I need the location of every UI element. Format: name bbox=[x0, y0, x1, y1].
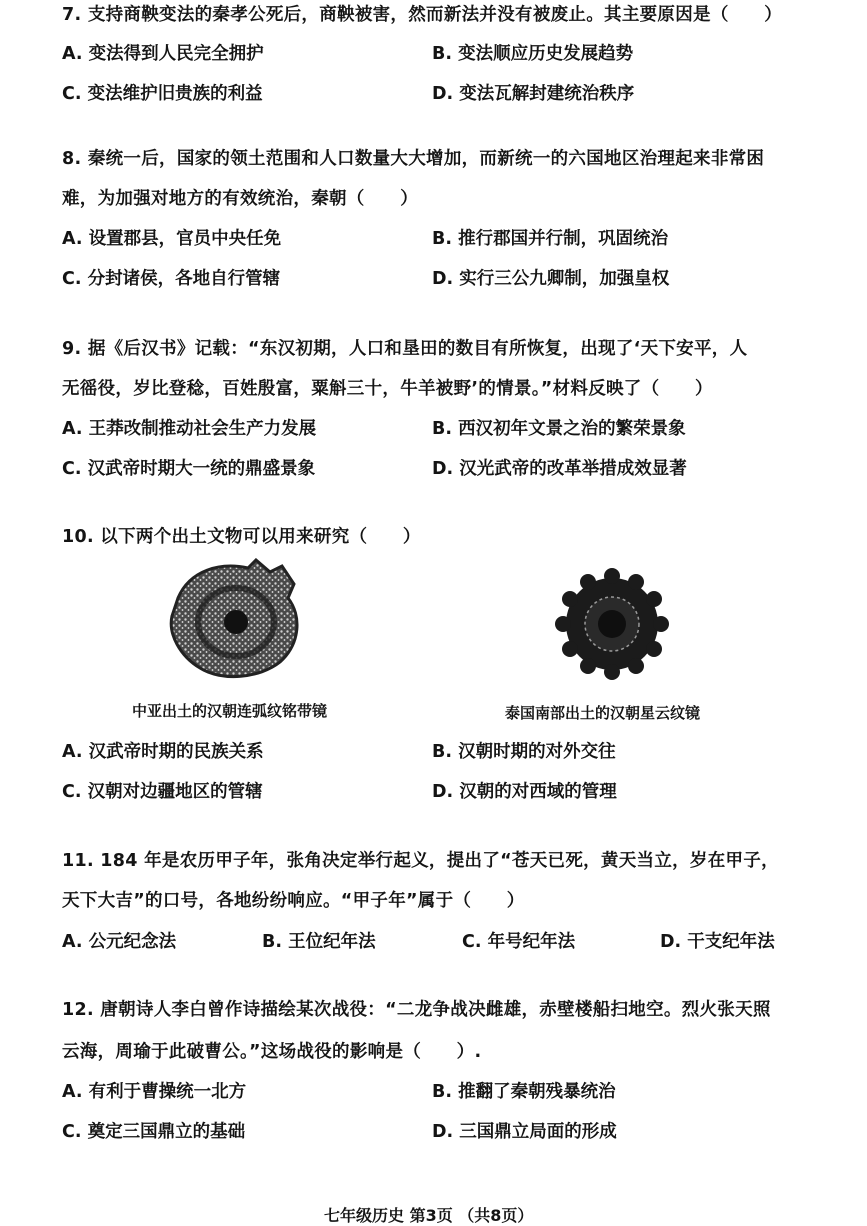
xingyun-mirror-image bbox=[555, 568, 670, 680]
q9-option-a[interactable]: A. 王莽改制推动社会生产力发展 bbox=[62, 419, 317, 439]
q11-stem-line2: 天下大吉”的口号，各地纷纷响应。“甲子年”属于（ ） bbox=[62, 891, 525, 911]
q12-stem-line2: 云海，周瑜于此破曹公。”这场战役的影响是（ ）. bbox=[62, 1042, 482, 1062]
q11-option-c[interactable]: C. 年号纪年法 bbox=[462, 932, 576, 952]
page-footer: 七年级历史 第3页 （共8页） bbox=[324, 1206, 534, 1225]
q8-option-b[interactable]: B. 推行郡国并行制，巩固统治 bbox=[432, 229, 669, 249]
q11-option-a[interactable]: A. 公元纪念法 bbox=[62, 932, 177, 952]
q10-option-c[interactable]: C. 汉朝对边疆地区的管辖 bbox=[62, 782, 263, 802]
q9-stem-line2: 无徭役，岁比登稔，百姓殷富，粟斛三十，牛羊被野’的情景。”材料反映了（ ） bbox=[62, 379, 713, 399]
q9-stem-line1: 9. 据《后汉书》记载：“东汉初期，人口和垦田的数目有所恢复，出现了‘天下安平，人 bbox=[62, 339, 748, 359]
q7-option-d[interactable]: D. 变法瓦解封建统治秩序 bbox=[432, 84, 635, 104]
q8-option-d[interactable]: D. 实行三公九卿制，加强皇权 bbox=[432, 269, 670, 289]
q12-option-a[interactable]: A. 有利于曹操统一北方 bbox=[62, 1082, 247, 1102]
q11-option-d[interactable]: D. 干支纪年法 bbox=[660, 932, 775, 952]
q10-option-d[interactable]: D. 汉朝的对西域的管理 bbox=[432, 782, 617, 802]
q11-option-b[interactable]: B. 王位纪年法 bbox=[262, 932, 376, 952]
q12-stem-line1: 12. 唐朝诗人李白曾作诗描绘某次战役：“二龙争战决雌雄，赤壁楼船扫地空。烈火张天照 bbox=[62, 1000, 771, 1020]
q10-option-b[interactable]: B. 汉朝时期的对外交往 bbox=[432, 742, 616, 762]
q10-option-a[interactable]: A. 汉武帝时期的民族关系 bbox=[62, 742, 264, 762]
q7-stem-line1: 7. 支持商鞅变法的秦孝公死后，商鞅被害，然而新法并没有被废止。其主要原因是（ ） bbox=[62, 5, 783, 25]
q7-option-b[interactable]: B. 变法顺应历史发展趋势 bbox=[432, 44, 634, 64]
q7-option-a[interactable]: A. 变法得到人民完全拥护 bbox=[62, 44, 264, 64]
q12-option-d[interactable]: D. 三国鼎立局面的形成 bbox=[432, 1122, 617, 1142]
q9-option-d[interactable]: D. 汉光武帝的改革举措成效显著 bbox=[432, 459, 687, 479]
q10-stem-line1: 10. 以下两个出土文物可以用来研究（ ） bbox=[62, 527, 421, 547]
q9-option-b[interactable]: B. 西汉初年文景之治的繁荣景象 bbox=[432, 419, 686, 439]
q10-caption-left: 中亚出土的汉朝连弧纹铭带镜 bbox=[132, 702, 328, 720]
q12-option-b[interactable]: B. 推翻了秦朝残暴统治 bbox=[432, 1082, 616, 1102]
q7-option-c[interactable]: C. 变法维护旧贵族的利益 bbox=[62, 84, 263, 104]
q9-option-c[interactable]: C. 汉武帝时期大一统的鼎盛景象 bbox=[62, 459, 316, 479]
q12-option-c[interactable]: C. 奠定三国鼎立的基础 bbox=[62, 1122, 246, 1142]
q8-option-c[interactable]: C. 分封诸侯，各地自行管辖 bbox=[62, 269, 281, 289]
q8-stem-line1: 8. 秦统一后，国家的领土范围和人口数量大大增加，而新统一的六国地区治理起来非常困 bbox=[62, 149, 765, 169]
q8-stem-line2: 难，为加强对地方的有效统治，秦朝（ ） bbox=[62, 189, 418, 209]
q8-option-a[interactable]: A. 设置郡县，官员中央任免 bbox=[62, 229, 282, 249]
q11-stem-line1: 11. 184 年是农历甲子年，张角决定举行起义，提出了“苍天已死，黄天当立，岁在甲子， bbox=[62, 851, 779, 871]
q10-caption-right: 泰国南部出土的汉朝星云纹镜 bbox=[505, 704, 701, 722]
lianhu-mirror-image bbox=[160, 558, 310, 683]
